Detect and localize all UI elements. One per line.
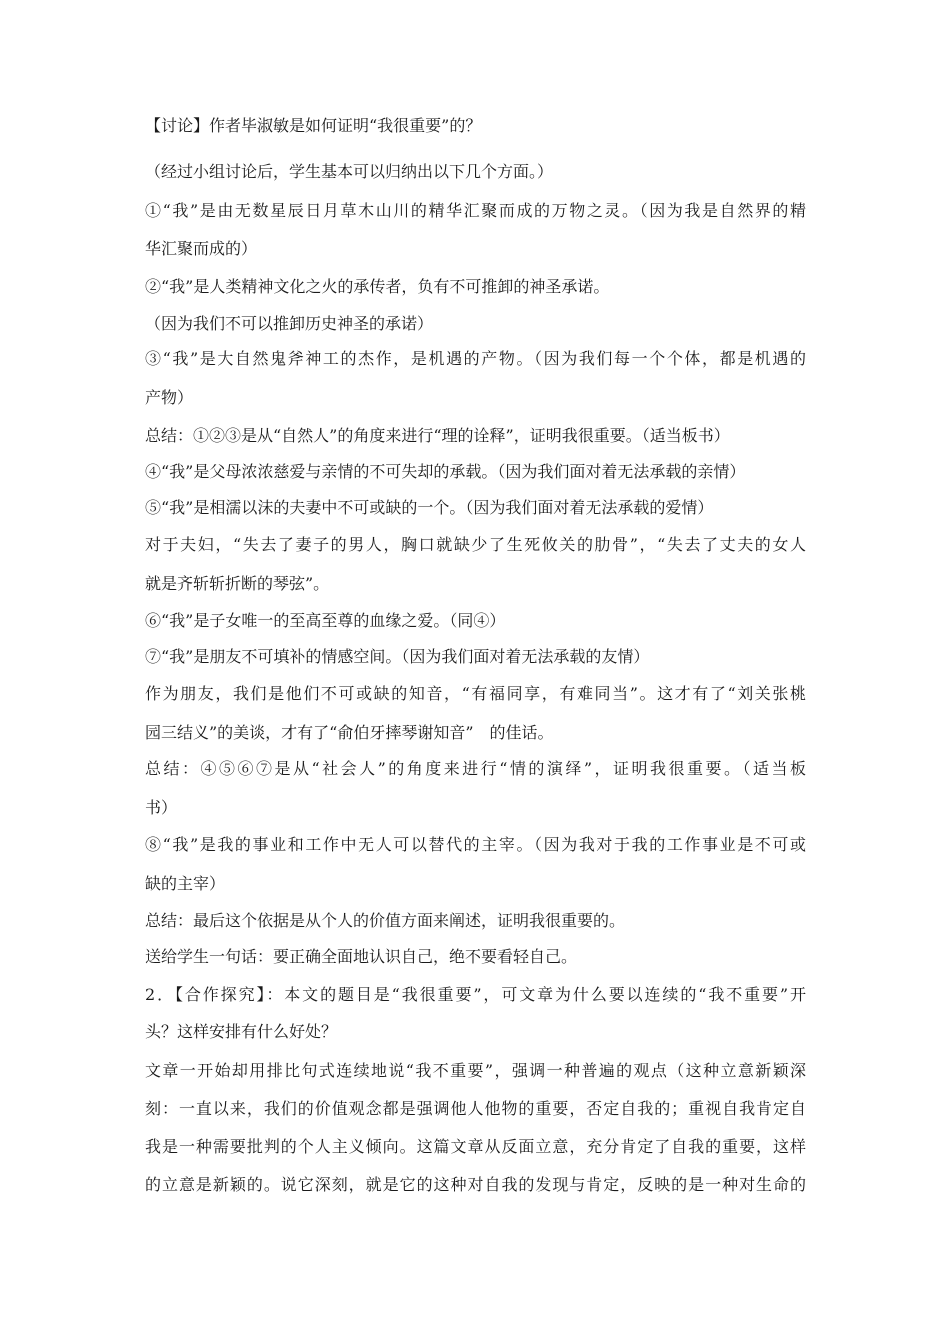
text-line: 书） — [145, 798, 178, 817]
text-line: 华汇聚而成的） — [145, 239, 258, 258]
summary-line: 总结：①②③是从“自然人”的角度来进行“理的诠释”，证明我很重要。（适当板书） — [145, 426, 730, 445]
text-line: 作为朋友，我们是他们不可或缺的知音，“有福同享，有难同当”。这才有了“刘关张桃 — [145, 684, 806, 703]
text-line: 文章一开始却用排比句式连续地说“我不重要”，强调一种普遍的观点（这种立意新颖深 — [145, 1061, 806, 1080]
summary-line: 总结：④⑤⑥⑦是从“社会人”的角度来进行“情的演绎”，证明我很重要。（适当板 — [145, 759, 806, 778]
text-line: ①“我”是由无数星辰日月草木山川的精华汇聚而成的万物之灵。（因为我是自然界的精 — [145, 201, 806, 220]
text-line: ⑦“我”是朋友不可填补的情感空间。（因为我们面对着无法承载的友情） — [145, 647, 650, 666]
text-line: 的立意是新颖的。说它深刻，就是它的这种对自我的发现与肯定，反映的是一种对生命的 — [145, 1175, 806, 1194]
text-line: 我是一种需要批判的个人主义倾向。这篇文章从反面立意，充分肯定了自我的重要，这样 — [145, 1137, 806, 1156]
text-line: 对于夫妇，“失去了妻子的男人，胸口就缺少了生死攸关的肋骨”，“失去了丈夫的女人 — [145, 535, 806, 554]
text-line: ⑤“我”是相濡以沫的夫妻中不可或缺的一个。（因为我们面对着无法承载的爱情） — [145, 498, 714, 517]
text-line: 产物） — [145, 388, 194, 407]
text-line: 刻：一直以来，我们的价值观念都是强调他人他物的重要，否定自我的；重视自我肯定自 — [145, 1099, 806, 1118]
text-line: 头？这样安排有什么好处？ — [145, 1022, 338, 1041]
text-line: 就是齐斩斩折断的琴弦”。 — [145, 574, 330, 593]
text-line: 缺的主宰） — [145, 874, 226, 893]
text-line: ⑧“我”是我的事业和工作中无人可以替代的主宰。（因为我对于我的工作事业是不可或 — [145, 835, 806, 854]
inquiry-heading: 2．【合作探究】：本文的题目是“我很重要”，可文章为什么要以连续的“我不重要”开 — [145, 985, 806, 1004]
discussion-heading: 【讨论】作者毕淑敏是如何证明“我很重要”的？ — [145, 116, 482, 135]
text-line: （因为我们不可以推卸历史神圣的承诺） — [145, 314, 434, 333]
text-line: ⑥“我”是子女唯一的至高至尊的血缘之爱。（同④） — [145, 611, 506, 630]
text-line: （经过小组讨论后，学生基本可以归纳出以下几个方面。） — [145, 162, 554, 181]
text-line: ④“我”是父母浓浓慈爱与亲情的不可失却的承载。（因为我们面对着无法承载的亲情） — [145, 462, 746, 481]
text-line: 送给学生一句话：要正确全面地认识自己，绝不要看轻自己。 — [145, 947, 578, 966]
text-line: 园三结义”的美谈，才有了“俞伯牙摔琴谢知音” 的佳话。 — [145, 723, 554, 742]
text-line: ③“我”是大自然鬼斧神工的杰作，是机遇的产物。（因为我们每一个个体，都是机遇的 — [145, 349, 806, 368]
summary-line: 总结：最后这个依据是从个人的价值方面来阐述，证明我很重要的。 — [145, 911, 626, 930]
text-line: ②“我”是人类精神文化之火的承传者，负有不可推卸的神圣承诺。 — [145, 277, 610, 296]
